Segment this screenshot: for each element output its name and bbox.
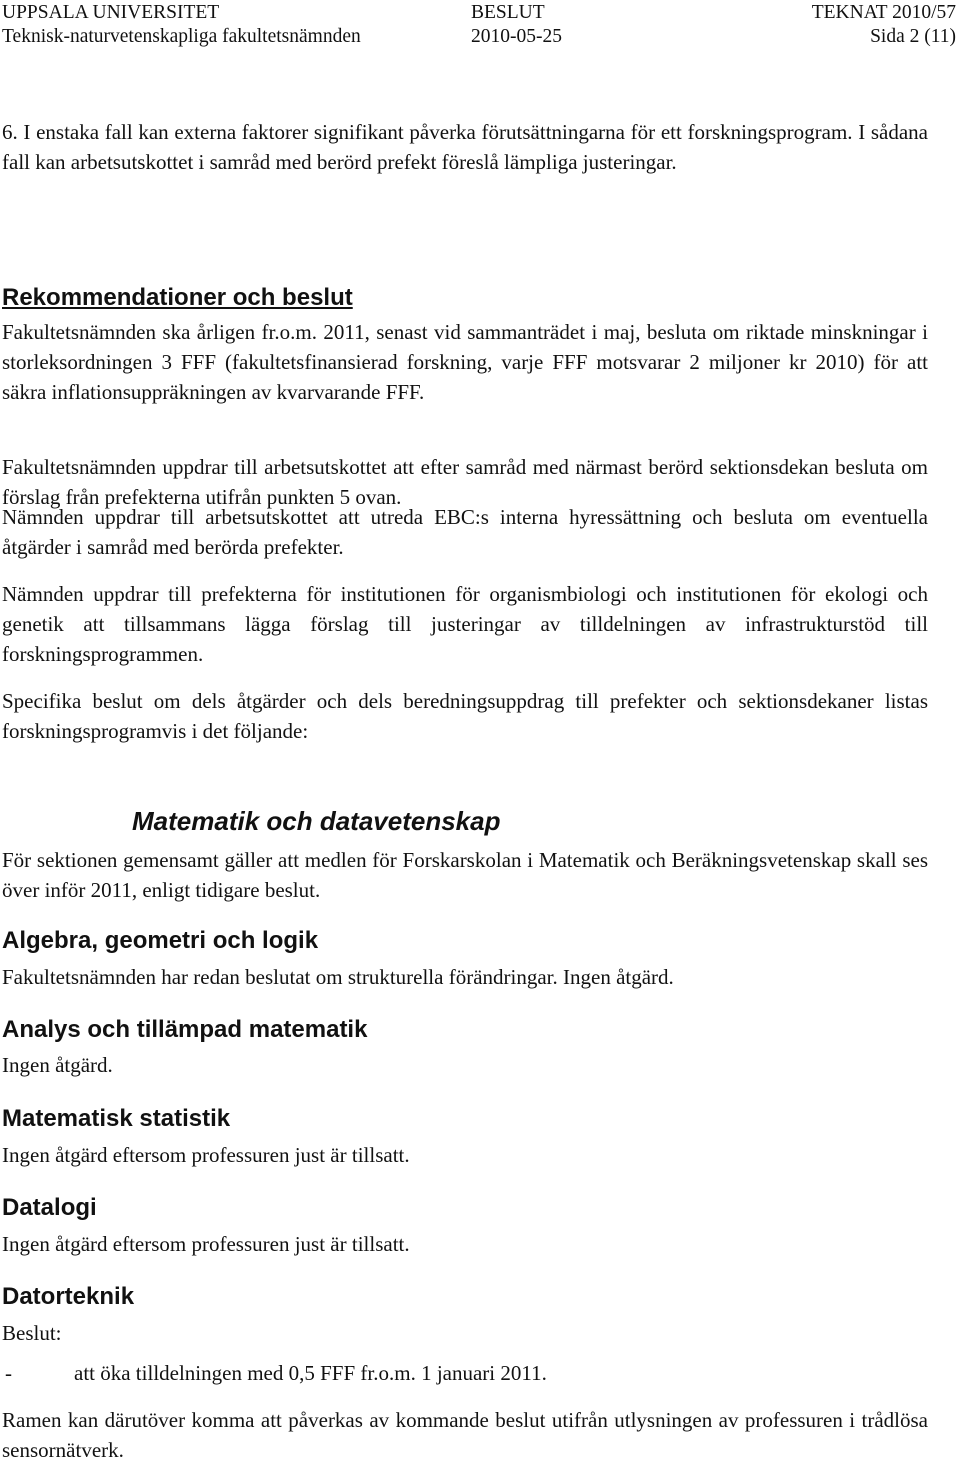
paragraph-specific-decisions: Specifika beslut om dels åtgärder och dels beredningsuppdrag till prefekter och sektionsdekaner listas forskningsprogramvis i det följande: xyxy=(2,689,928,743)
paragraph-infrastructure: Nämnden uppdrar till prefekterna för institutionen för organismbiologi och institutionen för ekologi och genetik att tillsammans lägga förslag till justeringar av tilldelningen av infrastrukturstöd till forskningsprogrammen. xyxy=(2,582,928,666)
header-left xyxy=(2,1,361,49)
section-title: Matematik och datavetenskap xyxy=(132,806,501,836)
university-name: UPPSALA UNIVERSITET xyxy=(2,2,220,23)
page-header xyxy=(2,0,956,48)
recommendations-heading: Rekommendationer och beslut xyxy=(2,284,353,311)
paragraph-working-committee: Fakultetsnämnden uppdrar till arbetsutskottet att efter samråd med närmast berörd sektionsdekan besluta om förslag från prefekterna utifrån punkten 5 ovan. xyxy=(2,455,928,509)
closing-paragraph: Ramen kan därutöver komma att påverkas av kommande beslut utifrån utlysningen av professuren i trådlösa sensornätverk. xyxy=(2,1408,928,1462)
paragraph-annual-reductions: Fakultetsnämnden ska årligen fr.o.m. 2011, senast vid sammanträdet i maj, besluta om riktade minskningar i storleksordningen 3 FFF (fakultetsfinansierad forskning, varje FFF motsvarar 2 miljoner kr 2010) för att säkra inflationsuppräkningen av kvarvarande FFF. xyxy=(2,320,928,404)
program-text-analysis: Ingen åtgärd. xyxy=(2,1053,113,1077)
page-number: Sida 2 (11) xyxy=(870,26,956,47)
header-middle xyxy=(471,1,562,49)
program-heading-statistics: Matematisk statistik xyxy=(2,1105,231,1132)
program-text-computer-engineering: Beslut: xyxy=(2,1321,62,1345)
program-heading-analysis: Analys och tillämpad matematik xyxy=(2,1016,368,1043)
program-heading-algebra: Algebra, geometri och logik xyxy=(2,927,319,954)
section-intro: För sektionen gemensamt gäller att medlen för Forskarskolan i Matematik och Beräkningsvetenskap skall ses över inför 2011, enligt tidigare beslut. xyxy=(2,848,928,902)
list-dash: - xyxy=(5,1361,12,1385)
header-right xyxy=(812,1,956,49)
program-text-statistics: Ingen åtgärd eftersom professuren just är tillsatt. xyxy=(2,1143,410,1167)
document-reference: TEKNAT 2010/57 xyxy=(811,2,956,23)
document-date: 2010-05-25 xyxy=(471,26,562,47)
decision-text: att öka tilldelningen med 0,5 FFF fr.o.m. 1 januari 2011. xyxy=(74,1361,547,1385)
program-heading-computer-engineering: Datorteknik xyxy=(2,1283,135,1310)
item-6-paragraph: 6. I enstaka fall kan externa faktorer signifikant påverka förutsättningarna för ett forskningsprogram. I sådana fall kan arbetsutskottet i samråd med berörd prefekt föreslå lämpliga justeringar. xyxy=(2,120,928,174)
program-heading-computer-science: Datalogi xyxy=(2,1194,97,1221)
program-text-computer-science: Ingen åtgärd eftersom professuren just är tillsatt. xyxy=(2,1232,410,1256)
program-text-algebra: Fakultetsnämnden har redan beslutat om strukturella förändringar. Ingen åtgärd. xyxy=(2,965,674,989)
faculty-board-name: Teknisk-naturvetenskapliga fakultetsnämnden xyxy=(2,26,361,47)
paragraph-ebc-rent: Nämnden uppdrar till arbetsutskottet att utreda EBC:s interna hyressättning och besluta om eventuella åtgärder i samråd med berörda prefekter. xyxy=(2,505,928,559)
document-type: BESLUT xyxy=(471,2,545,23)
